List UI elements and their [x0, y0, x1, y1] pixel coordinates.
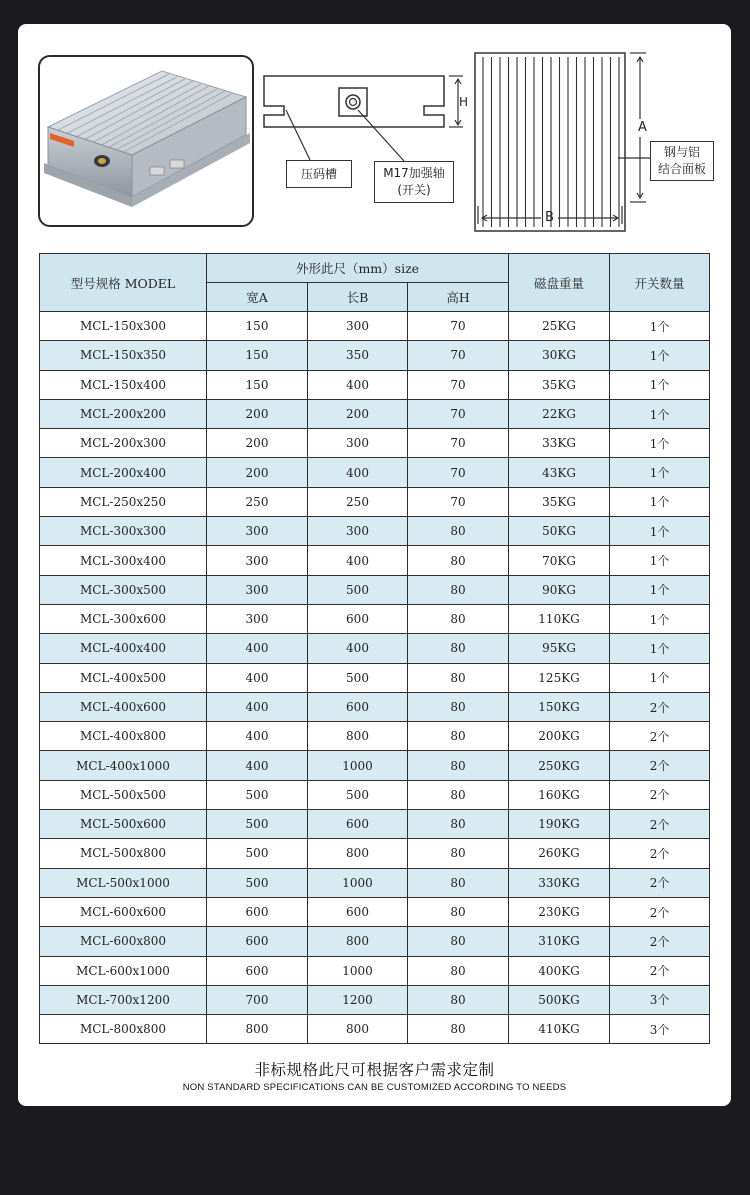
height-cell: 80 [408, 692, 509, 721]
model-cell: MCL-500x800 [40, 839, 207, 868]
table-row [40, 458, 710, 487]
groove-label: 压码槽 [300, 167, 337, 181]
switch-cell: 1个 [610, 634, 710, 663]
table-row [40, 546, 710, 575]
model-cell: MCL-300x300 [40, 517, 207, 546]
switch-cell: 1个 [610, 575, 710, 604]
length-cell: 500 [308, 663, 408, 692]
shaft-label-line2: (开关) [397, 183, 431, 197]
model-cell: MCL-300x400 [40, 546, 207, 575]
model-cell: MCL-500x1000 [40, 868, 207, 897]
table-row [40, 575, 710, 604]
length-cell: 250 [308, 487, 408, 516]
height-cell: 80 [408, 956, 509, 985]
length-header: 长B [308, 283, 408, 312]
length-cell: 600 [308, 604, 408, 633]
length-cell: 300 [308, 517, 408, 546]
model-cell: MCL-700x1200 [40, 985, 207, 1014]
weight-cell: 90KG [509, 575, 610, 604]
shaft-socket [339, 88, 367, 116]
model-cell: MCL-150x350 [40, 341, 207, 370]
switch-cell: 1个 [610, 399, 710, 428]
height-cell: 80 [408, 810, 509, 839]
switch-header: 开关数量 [610, 254, 710, 312]
switch-cell: 2个 [610, 810, 710, 839]
model-cell: MCL-400x500 [40, 663, 207, 692]
width-cell: 400 [207, 751, 308, 780]
switch-cell: 1个 [610, 517, 710, 546]
table-row [40, 751, 710, 780]
dim-b-label: B [545, 210, 554, 225]
model-cell: MCL-300x500 [40, 575, 207, 604]
length-cell: 600 [308, 897, 408, 926]
width-cell: 500 [207, 780, 308, 809]
table-row [40, 604, 710, 633]
groove-callout [286, 160, 352, 188]
width-cell: 300 [207, 517, 308, 546]
height-cell: 80 [408, 663, 509, 692]
table-row [40, 487, 710, 516]
height-cell: 80 [408, 985, 509, 1014]
weight-cell: 95KG [509, 634, 610, 663]
model-cell: MCL-200x200 [40, 399, 207, 428]
height-cell: 70 [408, 458, 509, 487]
dim-a-label: A [638, 120, 647, 135]
switch-cell: 3个 [610, 985, 710, 1014]
weight-cell: 150KG [509, 692, 610, 721]
switch-cell: 1个 [610, 341, 710, 370]
width-cell: 150 [207, 341, 308, 370]
model-cell: MCL-600x1000 [40, 956, 207, 985]
weight-cell: 410KG [509, 1015, 610, 1044]
length-cell: 300 [308, 312, 408, 341]
weight-cell: 25KG [509, 312, 610, 341]
table-row [40, 1015, 710, 1044]
width-cell: 500 [207, 810, 308, 839]
model-cell: MCL-200x300 [40, 429, 207, 458]
height-cell: 80 [408, 517, 509, 546]
length-cell: 500 [308, 780, 408, 809]
width-cell: 300 [207, 575, 308, 604]
height-cell: 80 [408, 897, 509, 926]
shaft-label-line1: M17加强轴 [383, 166, 445, 180]
model-cell: MCL-200x400 [40, 458, 207, 487]
model-cell: MCL-300x600 [40, 604, 207, 633]
model-cell: MCL-500x600 [40, 810, 207, 839]
table-row [40, 692, 710, 721]
switch-cell: 2个 [610, 751, 710, 780]
spec-table-header [40, 254, 710, 312]
table-row [40, 370, 710, 399]
switch-cell: 1个 [610, 458, 710, 487]
weight-header: 磁盘重量 [509, 254, 610, 312]
height-cell: 70 [408, 341, 509, 370]
width-cell: 600 [207, 927, 308, 956]
width-cell: 500 [207, 868, 308, 897]
width-cell: 300 [207, 546, 308, 575]
table-row [40, 956, 710, 985]
weight-cell: 260KG [509, 839, 610, 868]
model-cell: MCL-150x300 [40, 312, 207, 341]
model-cell: MCL-400x400 [40, 634, 207, 663]
length-cell: 600 [308, 692, 408, 721]
width-cell: 800 [207, 1015, 308, 1044]
width-cell: 150 [207, 312, 308, 341]
switch-cell: 1个 [610, 546, 710, 575]
table-row [40, 722, 710, 751]
height-cell: 80 [408, 1015, 509, 1044]
width-cell: 600 [207, 897, 308, 926]
length-cell: 400 [308, 546, 408, 575]
width-cell: 200 [207, 429, 308, 458]
length-cell: 800 [308, 1015, 408, 1044]
width-cell: 400 [207, 692, 308, 721]
length-cell: 1200 [308, 985, 408, 1014]
switch-cell: 2个 [610, 722, 710, 751]
height-cell: 70 [408, 312, 509, 341]
weight-cell: 500KG [509, 985, 610, 1014]
table-row [40, 897, 710, 926]
length-cell: 350 [308, 341, 408, 370]
weight-cell: 330KG [509, 868, 610, 897]
weight-cell: 50KG [509, 517, 610, 546]
weight-cell: 400KG [509, 956, 610, 985]
table-row [40, 312, 710, 341]
height-cell: 80 [408, 839, 509, 868]
weight-cell: 160KG [509, 780, 610, 809]
weight-cell: 33KG [509, 429, 610, 458]
width-cell: 200 [207, 399, 308, 428]
switch-cell: 1个 [610, 312, 710, 341]
switch-cell: 2个 [610, 897, 710, 926]
length-cell: 200 [308, 399, 408, 428]
weight-cell: 22KG [509, 399, 610, 428]
length-cell: 800 [308, 927, 408, 956]
width-cell: 700 [207, 985, 308, 1014]
length-cell: 500 [308, 575, 408, 604]
weight-cell: 35KG [509, 370, 610, 399]
length-cell: 300 [308, 429, 408, 458]
height-cell: 80 [408, 546, 509, 575]
height-cell: 80 [408, 780, 509, 809]
switch-cell: 2个 [610, 868, 710, 897]
size-header: 外形此尺（mm）size [207, 254, 509, 283]
table-row [40, 341, 710, 370]
height-cell: 70 [408, 370, 509, 399]
length-cell: 400 [308, 634, 408, 663]
spec-table-body [40, 312, 710, 1044]
custom-note-en: NON STANDARD SPECIFICATIONS CAN BE CUSTOMIZED ACCORDING TO NEEDS [182, 1082, 567, 1093]
width-cell: 150 [207, 370, 308, 399]
weight-cell: 125KG [509, 663, 610, 692]
custom-note-cn: 非标规格此尺可根据客户需求定制 [254, 1061, 495, 1079]
width-cell: 500 [207, 839, 308, 868]
length-cell: 1000 [308, 956, 408, 985]
weight-cell: 200KG [509, 722, 610, 751]
weight-cell: 310KG [509, 927, 610, 956]
weight-cell: 230KG [509, 897, 610, 926]
table-row [40, 839, 710, 868]
length-cell: 600 [308, 810, 408, 839]
switch-cell: 1个 [610, 429, 710, 458]
dimension-diagram [18, 24, 731, 239]
height-cell: 80 [408, 634, 509, 663]
length-cell: 400 [308, 458, 408, 487]
table-row [40, 927, 710, 956]
width-cell: 300 [207, 604, 308, 633]
spec-card [18, 24, 731, 1106]
weight-cell: 30KG [509, 341, 610, 370]
switch-cell: 1个 [610, 370, 710, 399]
shaft-callout [374, 161, 454, 203]
switch-cell: 3个 [610, 1015, 710, 1044]
weight-cell: 250KG [509, 751, 610, 780]
switch-cell: 2个 [610, 780, 710, 809]
switch-cell: 2个 [610, 956, 710, 985]
model-cell: MCL-800x800 [40, 1015, 207, 1044]
height-cell: 80 [408, 927, 509, 956]
plate-label-line1: 钢与铝 [663, 145, 700, 159]
height-cell: 70 [408, 429, 509, 458]
table-row [40, 663, 710, 692]
height-cell: 80 [408, 575, 509, 604]
width-cell: 200 [207, 458, 308, 487]
width-cell: 600 [207, 956, 308, 985]
model-cell: MCL-400x800 [40, 722, 207, 751]
weight-cell: 190KG [509, 810, 610, 839]
model-header: 型号规格 MODEL [40, 254, 207, 312]
plate-callout [650, 141, 714, 181]
spec-table [39, 253, 710, 1044]
table-row [40, 399, 710, 428]
table-row [40, 868, 710, 897]
width-cell: 250 [207, 487, 308, 516]
length-cell: 1000 [308, 868, 408, 897]
width-header: 宽A [207, 283, 308, 312]
length-cell: 400 [308, 370, 408, 399]
model-cell: MCL-600x800 [40, 927, 207, 956]
weight-cell: 70KG [509, 546, 610, 575]
height-cell: 80 [408, 868, 509, 897]
table-row [40, 429, 710, 458]
table-row [40, 810, 710, 839]
weight-cell: 35KG [509, 487, 610, 516]
model-cell: MCL-250x250 [40, 487, 207, 516]
plate-label-line2: 结合面板 [657, 162, 706, 176]
height-cell: 80 [408, 751, 509, 780]
dim-h-label: H [459, 95, 469, 109]
height-cell: 80 [408, 722, 509, 751]
switch-cell: 1个 [610, 487, 710, 516]
weight-cell: 43KG [509, 458, 610, 487]
width-cell: 400 [207, 634, 308, 663]
switch-cell: 1个 [610, 604, 710, 633]
width-cell: 400 [207, 663, 308, 692]
model-cell: MCL-600x600 [40, 897, 207, 926]
switch-cell: 2个 [610, 839, 710, 868]
length-cell: 1000 [308, 751, 408, 780]
model-cell: MCL-500x500 [40, 780, 207, 809]
table-row [40, 517, 710, 546]
weight-cell: 110KG [509, 604, 610, 633]
length-cell: 800 [308, 722, 408, 751]
height-cell: 70 [408, 487, 509, 516]
height-cell: 70 [408, 399, 509, 428]
table-row [40, 634, 710, 663]
switch-cell: 2个 [610, 692, 710, 721]
switch-cell: 2个 [610, 927, 710, 956]
table-row [40, 985, 710, 1014]
width-cell: 400 [207, 722, 308, 751]
model-cell: MCL-400x600 [40, 692, 207, 721]
table-row [40, 780, 710, 809]
switch-cell: 1个 [610, 663, 710, 692]
height-header: 高H [408, 283, 509, 312]
length-cell: 800 [308, 839, 408, 868]
height-cell: 80 [408, 604, 509, 633]
model-cell: MCL-400x1000 [40, 751, 207, 780]
model-cell: MCL-150x400 [40, 370, 207, 399]
